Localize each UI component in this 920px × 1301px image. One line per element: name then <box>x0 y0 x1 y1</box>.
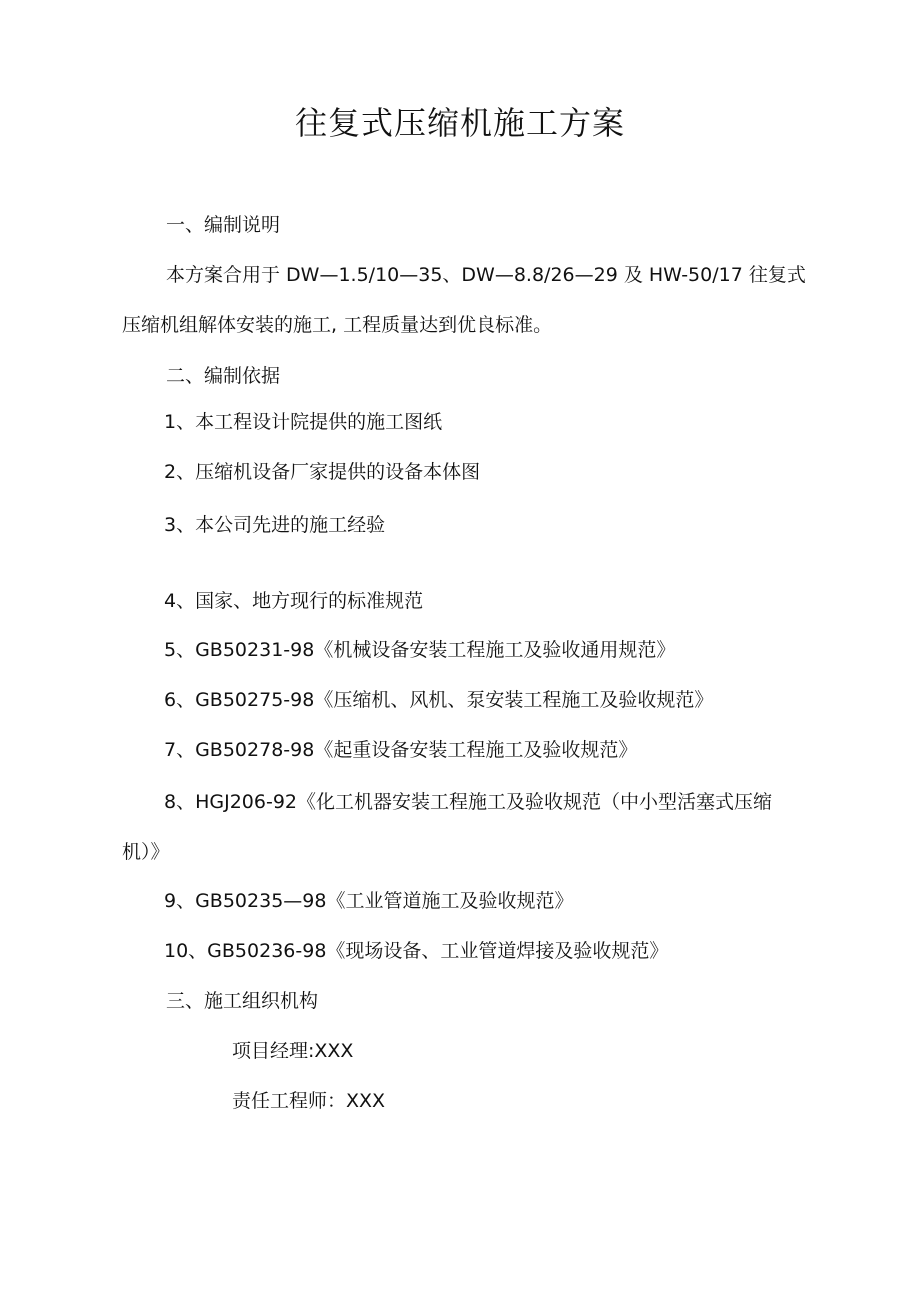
section-heading-2: 二、编制依据 <box>166 365 281 387</box>
chief-engineer: 责任工程师：XXX <box>232 1090 386 1112</box>
section1-paragraph-line-2: 压缩机组解体安装的施工, 工程质量达到优良标准。 <box>122 314 553 336</box>
page-title: 往复式压缩机施工方案 <box>294 104 625 142</box>
section-heading-1: 一、编制说明 <box>166 214 281 236</box>
basis-item-8-continuation: 机）》 <box>122 841 170 863</box>
project-manager: 项目经理:XXX <box>232 1040 354 1062</box>
basis-item-1: 1、本工程设计院提供的施工图纸 <box>164 411 443 433</box>
basis-item-7: 7、GB50278-98《起重设备安装工程施工及验收规范》 <box>164 739 638 761</box>
basis-item-4: 4、国家、地方现行的标准规范 <box>164 590 424 612</box>
basis-item-10: 10、GB50236-98《现场设备、工业管道焊接及验收规范》 <box>164 940 669 962</box>
basis-item-8: 8、HGJ206-92《化工机器安装工程施工及验收规范（中小型活塞式压缩 <box>164 791 773 813</box>
section-heading-3: 三、施工组织机构 <box>166 990 319 1012</box>
section1-paragraph-line-1: 本方案合用于 DW—1.5/10—35、DW—8.8/26—29 及 HW-50/17 往复式 <box>166 264 806 286</box>
basis-item-3: 3、本公司先进的施工经验 <box>164 514 386 536</box>
basis-item-6: 6、GB50275-98《压缩机、风机、泵安装工程施工及验收规范》 <box>164 689 714 711</box>
basis-item-2: 2、压缩机设备厂家提供的设备本体图 <box>164 461 481 483</box>
basis-item-5: 5、GB50231-98《机械设备安装工程施工及验收通用规范》 <box>164 639 676 661</box>
basis-item-9: 9、GB50235—98《工业管道施工及验收规范》 <box>164 890 574 912</box>
